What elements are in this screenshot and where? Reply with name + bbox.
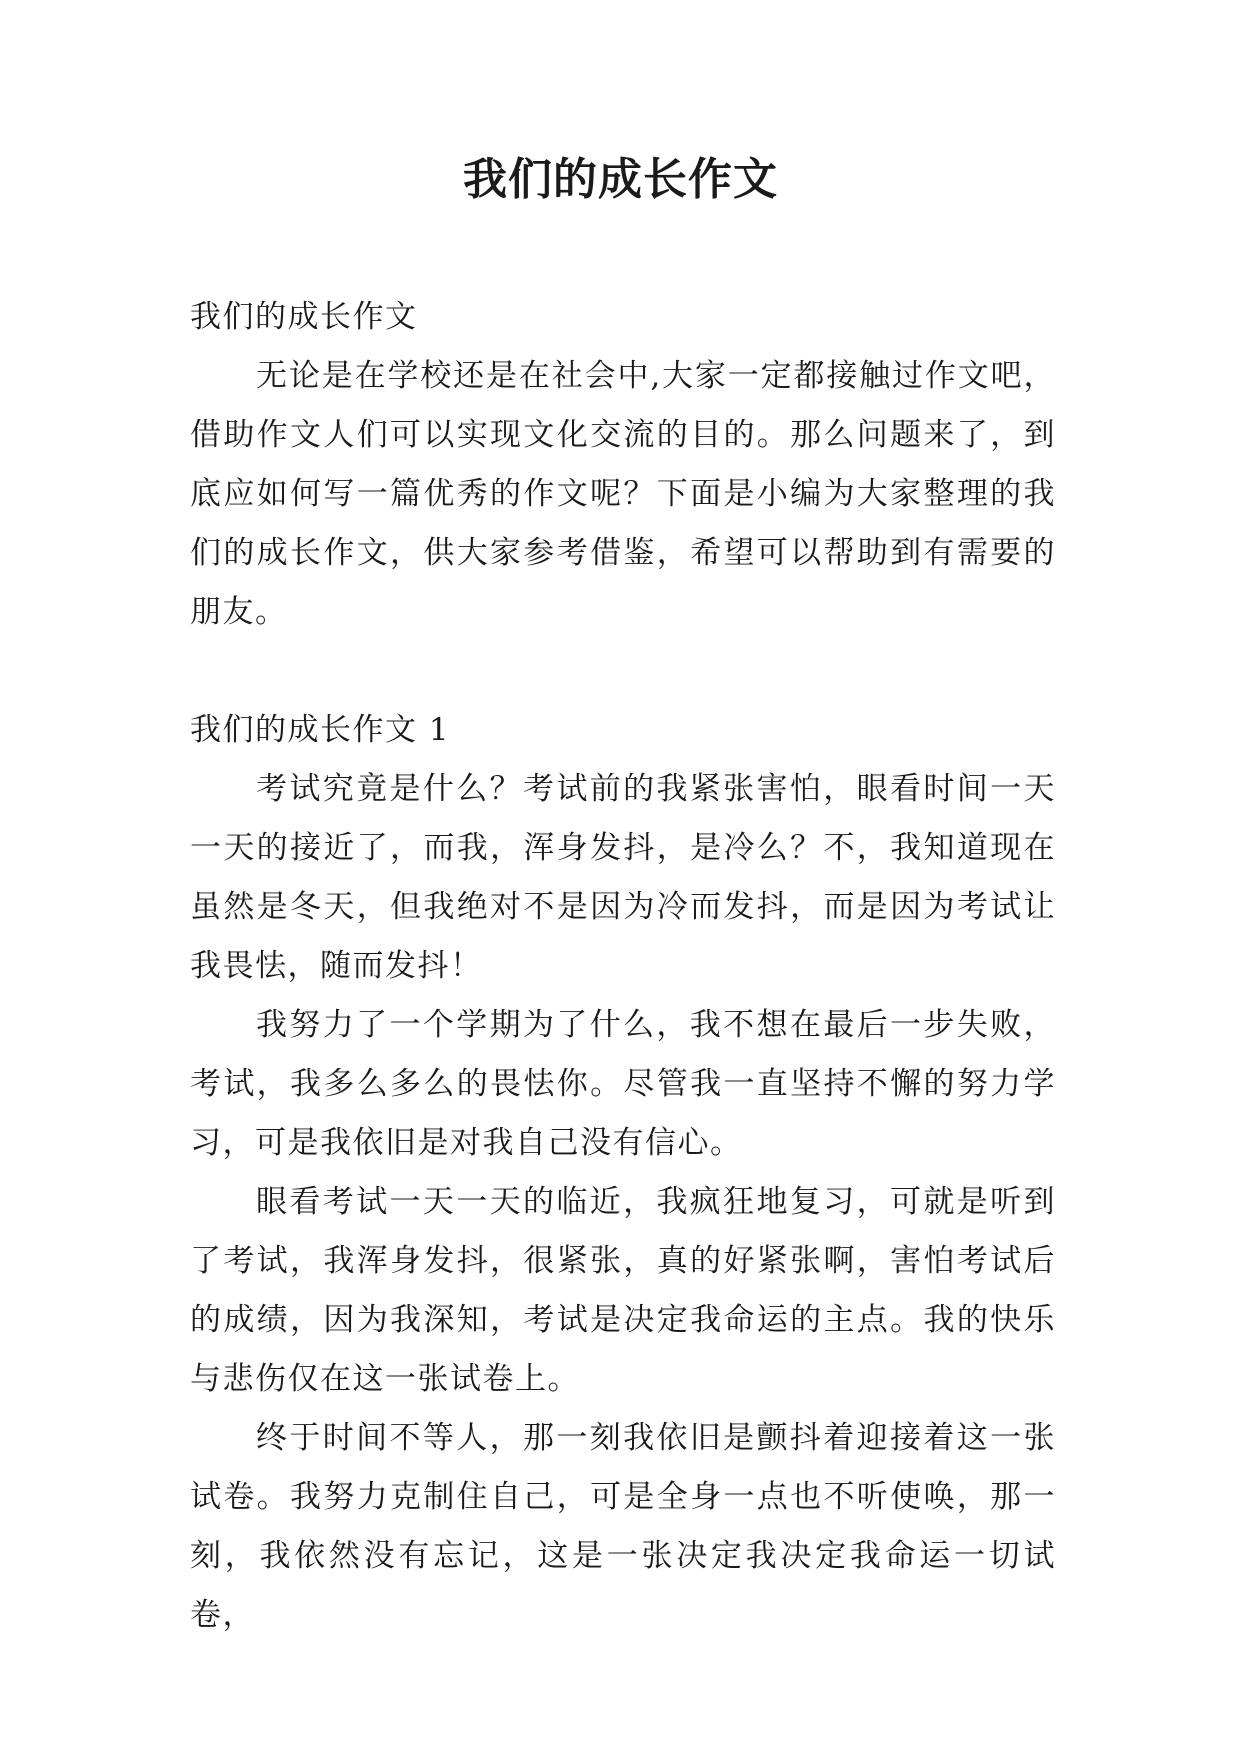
essay-1-paragraph: 我努力了一个学期为了什么，我不想在最后一步失败，考试，我多么多么的畏怯你。尽管我一直坚持不懈的努力学习，可是我依旧是对我自己没有信心。 <box>190 1007 1056 1161</box>
essay-1-paragraph: 眼看考试一天一天的临近，我疯狂地复习，可就是听到了考试，我浑身发抖，很紧张，真的好紧张啊，害怕考试后的成绩，因为我深知，考试是决定我命运的主点。我的快乐与悲伤仅在这一张试卷上。 <box>190 1184 1056 1397</box>
intro-paragraph: 无论是在学校还是在社会中,大家一定都接触过作文吧，借助作文人们可以实现文化交流的目的。那么问题来了，到底应如何写一篇优秀的作文呢？下面是小编为大家整理的我们的成长作文，供大家参考借鉴，希望可以帮助到有需要的朋友。 <box>190 358 1056 630</box>
essay-1-paragraph: 考试究竟是什么？考试前的我紧张害怕，眼看时间一天一天的接近了，而我，浑身发抖，是冷么？不，我知道现在虽然是冬天，但我绝对不是因为冷而发抖，而是因为考试让我畏怯，随而发抖！ <box>190 771 1056 984</box>
document-body <box>190 288 1056 1645</box>
document-title: 我们的成长作文 <box>463 154 778 205</box>
section-spacer <box>190 642 1056 701</box>
intro-heading: 我们的成长作文 <box>190 299 418 335</box>
essay-1-paragraph: 终于时间不等人，那一刻我依旧是颤抖着迎接着这一张试卷。我努力克制住自己，可是全身一点也不听使唤，那一刻，我依然没有忘记，这是一张决定我决定我命运一切试卷， <box>190 1420 1056 1633</box>
essay-1-heading: 我们的成长作文 1 <box>190 712 451 748</box>
